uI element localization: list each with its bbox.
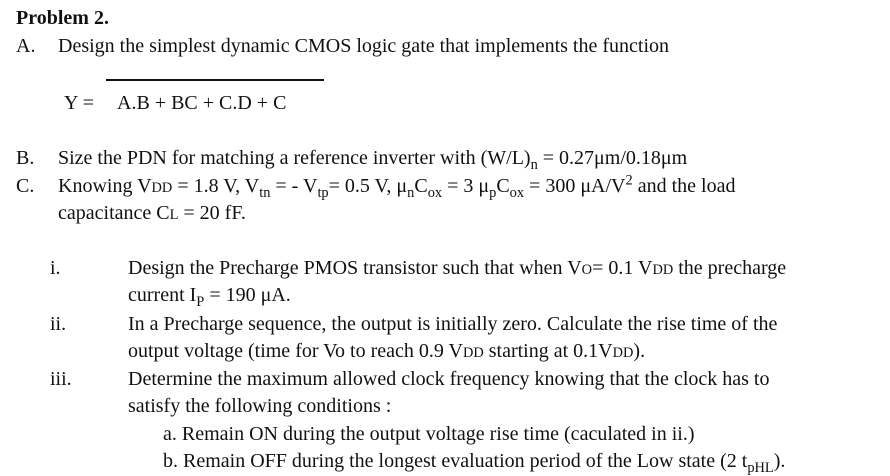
sub-i-line1: Design the Precharge PMOS transistor such that when VO= 0.1 VDD the precharge <box>128 257 787 279</box>
part-b-text: Size the PDN for matching a reference inverter with $(W/L)_n = 0.27\mu m/0.18\mu m$ <box>58 147 688 173</box>
sub-i-line2: current $I_P = 190$ μA. <box>128 284 291 310</box>
condition-b: b. Remain OFF during the longest evaluation period of the Low state (2 $t_{pHL}$). <box>163 450 786 476</box>
sub-iii-line2: satisfy the following conditions : <box>128 395 392 417</box>
sub-ii-number: ii. <box>50 313 67 335</box>
sub-i-number: i. <box>50 257 61 279</box>
problem-title: Problem 2. <box>16 7 109 29</box>
part-c-line1: Knowing VDD = 1.8 V, $V_{tn}$ = - $V_{tp}= 0.5$ V, $\mu_nC_{ox} = 3$ $\mu_pC_{ox} = 300$ $\mu A/V^2$ and the load <box>58 172 736 201</box>
part-c-line2: capacitance CL = 20 fF. <box>58 202 246 224</box>
sub-iii-line1: Determine the maximum allowed clock frequency knowing that the clock has to <box>128 368 770 390</box>
part-c-letter: C. <box>16 175 35 197</box>
sub-iii-number: iii. <box>50 368 72 390</box>
equation-overline <box>106 79 324 81</box>
part-b-letter: B. <box>16 147 35 169</box>
sub-ii-line1: In a Precharge sequence, the output is initially zero. Calculate the rise time of the <box>128 313 778 335</box>
equation-lhs: Y = <box>64 92 94 114</box>
part-a-text: Design the simplest dynamic CMOS logic gate that implements the function <box>58 35 670 57</box>
equation-rhs: A.B + BC + C.D + C <box>117 92 287 114</box>
part-a-letter: A. <box>16 35 36 57</box>
condition-a: a. Remain ON during the output voltage rise time (caculated in ii.) <box>163 423 695 445</box>
sub-ii-line2: output voltage (time for Vo to reach 0.9 VDD starting at 0.1VDD). <box>128 340 646 362</box>
